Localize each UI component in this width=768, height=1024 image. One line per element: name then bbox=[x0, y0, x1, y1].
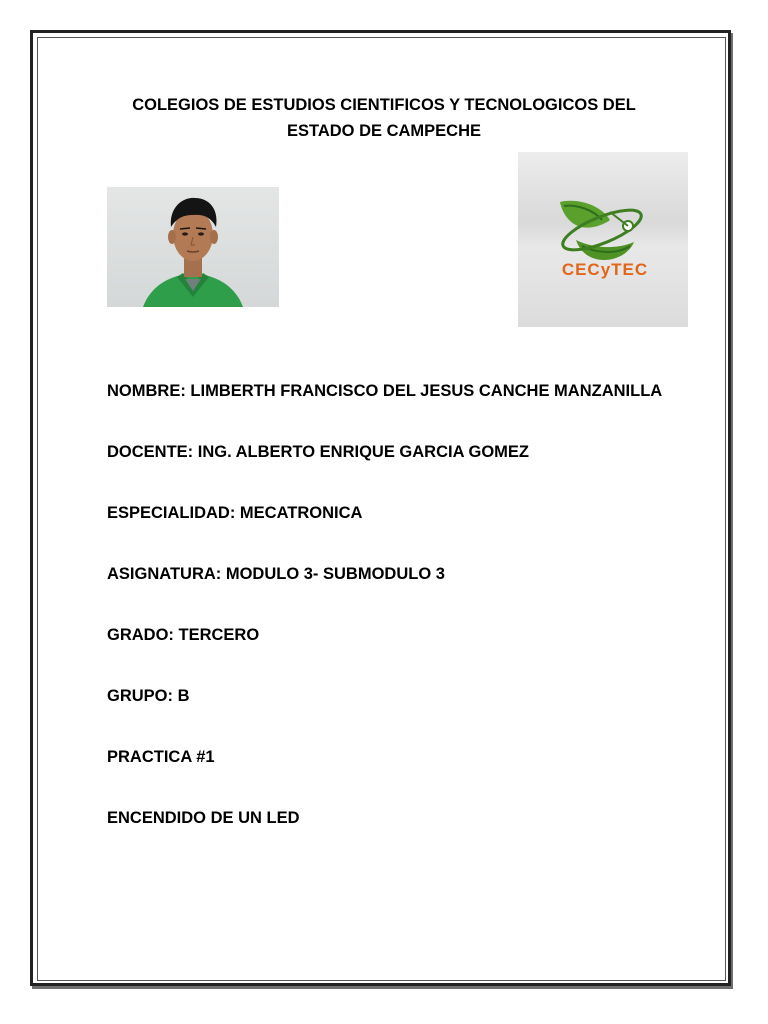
cecytec-logo bbox=[518, 152, 688, 327]
field-asignatura: ASIGNATURA: MODULO 3- SUBMODULO 3 bbox=[107, 565, 445, 583]
institution-title-line2: ESTADO DE CAMPECHE bbox=[286, 122, 482, 140]
field-especialidad: ESPECIALIDAD: MECATRONICA bbox=[107, 504, 363, 522]
field-nombre: NOMBRE: LIMBERTH FRANCISCO DEL JESUS CANCHE MANZANILLA bbox=[107, 382, 663, 400]
student-photo bbox=[107, 187, 279, 307]
field-docente: DOCENTE: ING. ALBERTO ENRIQUE GARCIA GOMEZ bbox=[107, 443, 529, 461]
cecytec-logo-text: CECyTEC bbox=[561, 260, 649, 279]
cecytec-logo-image bbox=[518, 152, 688, 327]
field-practica: PRACTICA #1 bbox=[107, 748, 215, 766]
institution-title-line1: COLEGIOS DE ESTUDIOS CIENTIFICOS Y TECNOLOGICOS DEL bbox=[132, 96, 636, 114]
field-tema: ENCENDIDO DE UN LED bbox=[107, 809, 300, 827]
field-grupo: GRUPO: B bbox=[107, 687, 190, 705]
field-grado: GRADO: TERCERO bbox=[107, 626, 260, 644]
student-portrait-image bbox=[107, 187, 279, 307]
